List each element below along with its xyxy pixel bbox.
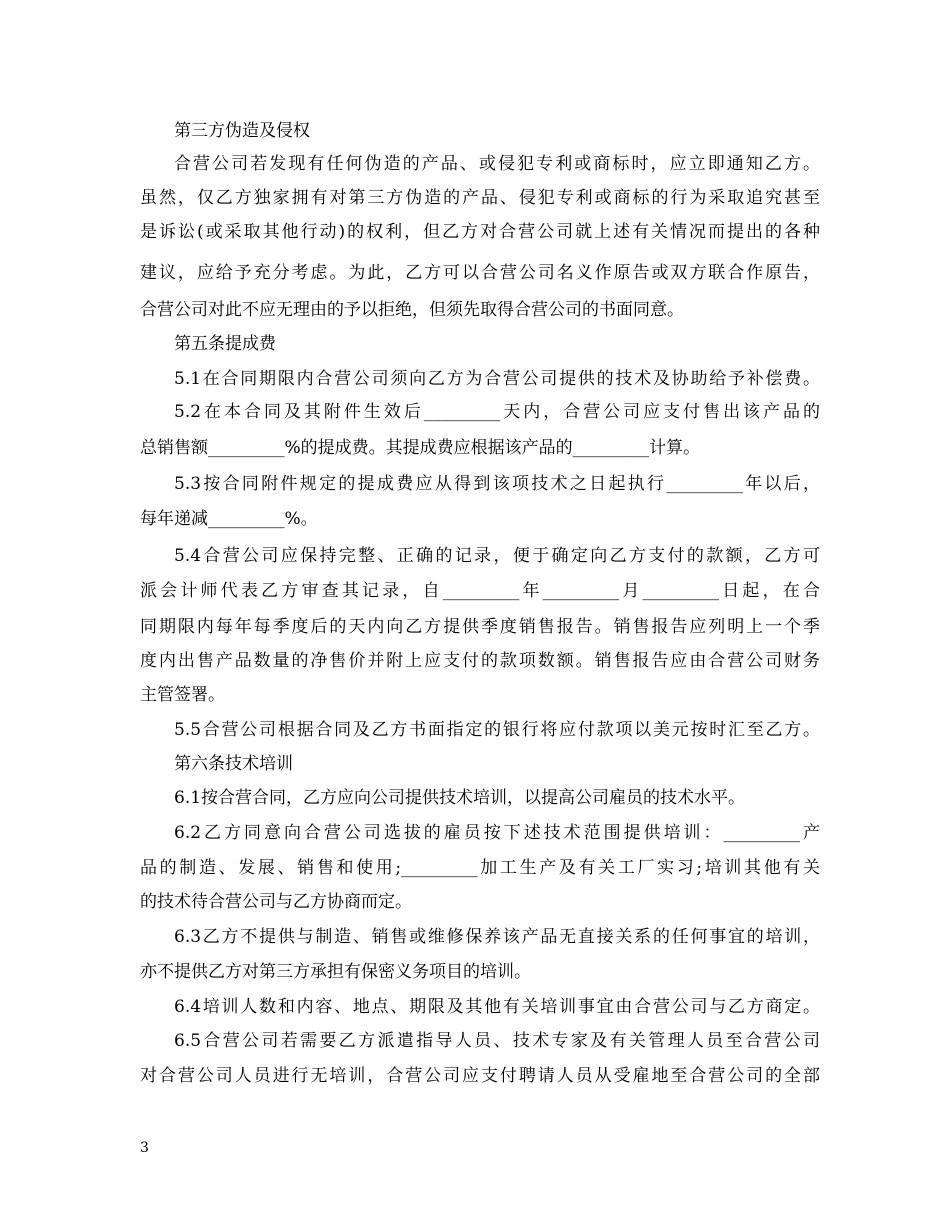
paragraph-line: 虽然，仅乙方独家拥有对第三方伪造的产品、侵犯专利或商标的行为采取追究甚至: [140, 188, 820, 208]
paragraph-line: 5.5合营公司根据合同及乙方书面指定的银行将应付款项以美元按时汇至乙方。: [174, 720, 820, 740]
paragraph-line: 6.1按合营合同，乙方应向公司提供技术培训，以提高公司雇员的技术水平。: [174, 788, 746, 808]
paragraph-line: 每年递减_________%。: [140, 509, 318, 529]
paragraph-line: 6.2乙方同意向合营公司选拔的雇员按下述技术范围提供培训：_________产: [174, 823, 820, 843]
paragraph-line: 亦不提供乙方对第三方承担有保密义务项目的培训。: [140, 962, 531, 982]
paragraph-line: 合营公司若发现有任何伪造的产品、或侵犯专利或商标时，应立即通知乙方。: [174, 154, 820, 174]
paragraph-line: 派会计师代表乙方审查其记录，自_________年_________月_________日起，在合: [140, 581, 820, 601]
paragraph-line: 6.5合营公司若需要乙方派遣指导人员、技术专家及有关管理人员至合营公司: [174, 1031, 820, 1051]
paragraph-line: 建议，应给予充分考虑。为此，乙方可以合营公司名义作原告或双方联合作原告，: [140, 263, 820, 283]
paragraph-line: 5.4合营公司应保持完整、正确的记录，便于确定向乙方支付的款额，乙方可: [174, 546, 820, 566]
paragraph-line: 同期限内每年每季度后的天内向乙方提供季度销售报告。销售报告应列明上一个季: [140, 617, 820, 637]
paragraph-line: 对合营公司人员进行无培训，合营公司应支付聘请人员从受雇地至合营公司的全部: [140, 1066, 820, 1086]
paragraph-line: 品的制造、发展、销售和使用;_________加工生产及有关工厂实习;培训其他有关: [140, 858, 820, 878]
section-heading-third-party-infringement: 第三方伪造及侵权: [174, 121, 310, 141]
section-heading-article-6: 第六条技术培训: [174, 754, 293, 774]
paragraph-line: 6.3乙方不提供与制造、销售或维修保养该产品无直接关系的任何事宜的培训，: [174, 927, 820, 947]
page-number: 3: [140, 1140, 149, 1156]
paragraph-line: 5.1在合同期限内合营公司须向乙方为合营公司提供的技术及协助给予补偿费。: [174, 369, 820, 389]
paragraph-line: 度内出售产品数量的净售价并附上应支付的款项数额。销售报告应由合营公司财务: [140, 651, 820, 671]
paragraph-line: 的技术待合营公司与乙方协商而定。: [140, 892, 412, 912]
paragraph-line: 6.4培训人数和内容、地点、期限及其他有关培训事宜由合营公司与乙方商定。: [174, 997, 820, 1017]
paragraph-line: 合营公司对此不应无理由的予以拒绝，但须先取得合营公司的书面同意。: [140, 300, 684, 320]
paragraph-line: 是诉讼(或采取其他行动)的权利，但乙方对合营公司就上述有关情况而提出的各种: [140, 222, 820, 242]
paragraph-line: 主管签署。: [140, 685, 225, 705]
paragraph-line: 总销售额_________%的提成费。其提成费应根据该产品的_________计算。: [140, 438, 701, 458]
paragraph-line: 5.2在本合同及其附件生效后_________天内，合营公司应支付售出该产品的: [174, 402, 820, 422]
paragraph-line: 5.3按合同附件规定的提成费应从得到该项技术之日起执行_________年以后，: [174, 474, 820, 494]
section-heading-article-5: 第五条提成费: [174, 334, 276, 354]
